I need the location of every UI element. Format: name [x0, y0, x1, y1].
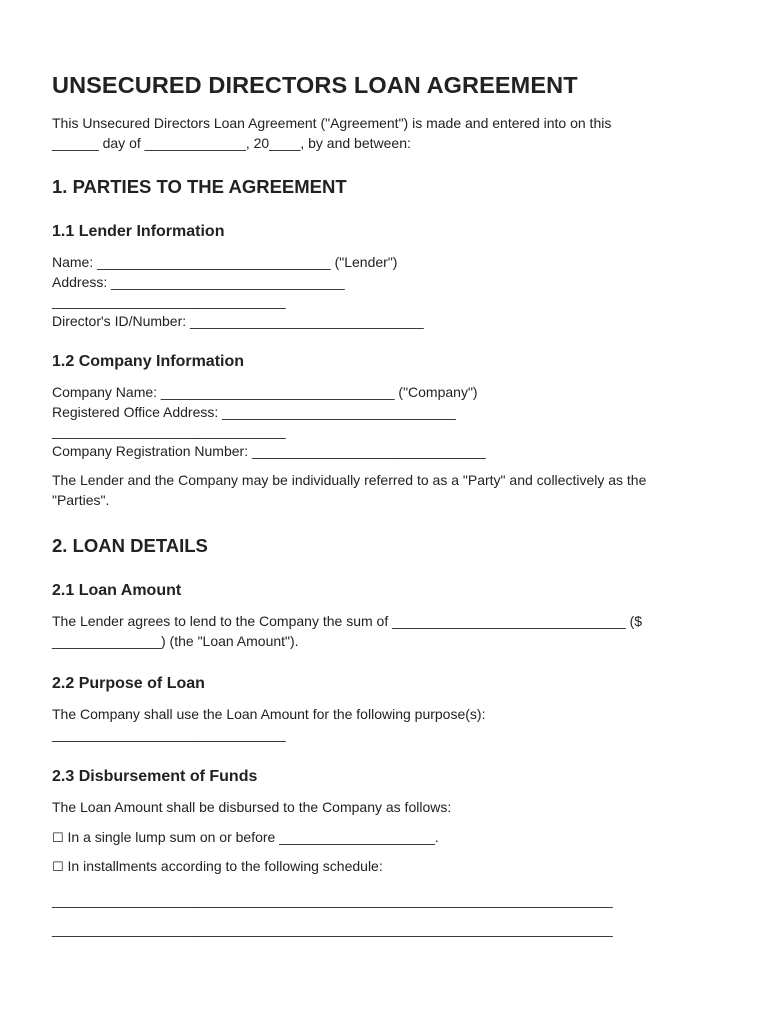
lender-address-field[interactable]: Address: ______________________________ — [52, 273, 345, 290]
loan-purpose-field[interactable]: ______________________________ — [52, 725, 286, 742]
loan-amount-line-2[interactable]: ______________) (the "Loan Amount"). — [52, 632, 299, 649]
registered-office-continued-field[interactable]: ______________________________ — [52, 423, 286, 439]
registered-office-field[interactable]: Registered Office Address: ______________________________ — [52, 403, 456, 420]
document-page — [52, 70, 722, 940]
company-registration-field[interactable]: Company Registration Number: ______________________________ — [52, 442, 486, 459]
intro-line-2: ______ day of _____________, 20____, by and between: — [52, 134, 411, 151]
lender-info-block — [52, 253, 722, 331]
lump-sum-label: In a single lump sum on or before ____________________. — [63, 828, 439, 845]
intro-paragraph — [52, 114, 722, 153]
lender-info-heading: 1.1 Lender Information — [52, 223, 225, 240]
document-title: UNSECURED DIRECTORS LOAN AGREEMENT — [52, 72, 578, 98]
schedule-field-1[interactable]: ________________________________________________________________________ — [52, 891, 613, 908]
loan-amount-line-1[interactable]: The Lender agrees to lend to the Company the sum of ______________________________ ($ — [52, 613, 643, 629]
parties-text-line-2: "Parties". — [52, 491, 110, 508]
company-name-field[interactable]: Company Name: ______________________________ ("Company") — [52, 384, 478, 400]
lump-sum-checkbox[interactable]: ☐ — [52, 829, 64, 845]
loan-purpose-line-1: The Company shall use the Loan Amount for the following purpose(s): — [52, 706, 486, 722]
disbursement-block — [52, 798, 722, 940]
section-2-heading: 2. LOAN DETAILS — [52, 535, 208, 556]
parties-definition-paragraph — [52, 471, 722, 510]
installments-label: In installments according to the following schedule: — [63, 858, 383, 874]
loan-amount-paragraph — [52, 612, 722, 651]
company-info-block — [52, 383, 722, 461]
parties-text-line-1: The Lender and the Company may be individually referred to as a "Party" and collectively as the — [52, 472, 647, 488]
loan-amount-heading: 2.1 Loan Amount — [52, 582, 182, 599]
installments-option[interactable] — [52, 857, 722, 877]
section-1-heading: 1. PARTIES TO THE AGREEMENT — [52, 176, 347, 197]
installments-checkbox[interactable]: ☐ — [52, 859, 64, 874]
company-info-heading: 1.2 Company Information — [52, 353, 245, 370]
lender-name-field[interactable]: Name: ______________________________ ("Lender") — [52, 254, 398, 270]
lender-address-continued-field[interactable]: ______________________________ — [52, 293, 286, 309]
intro-line-1: This Unsecured Directors Loan Agreement ("Agreement") is made and entered into on this — [52, 115, 612, 131]
disbursement-heading: 2.3 Disbursement of Funds — [52, 768, 258, 785]
loan-purpose-paragraph — [52, 705, 722, 744]
lump-sum-option[interactable] — [52, 828, 722, 848]
loan-purpose-heading: 2.2 Purpose of Loan — [52, 675, 205, 692]
disbursement-intro: The Loan Amount shall be disbursed to the Company as follows: — [52, 799, 452, 815]
schedule-field-2[interactable]: ________________________________________________________________________ — [52, 921, 613, 937]
director-id-field[interactable]: Director's ID/Number: ______________________________ — [52, 312, 424, 329]
